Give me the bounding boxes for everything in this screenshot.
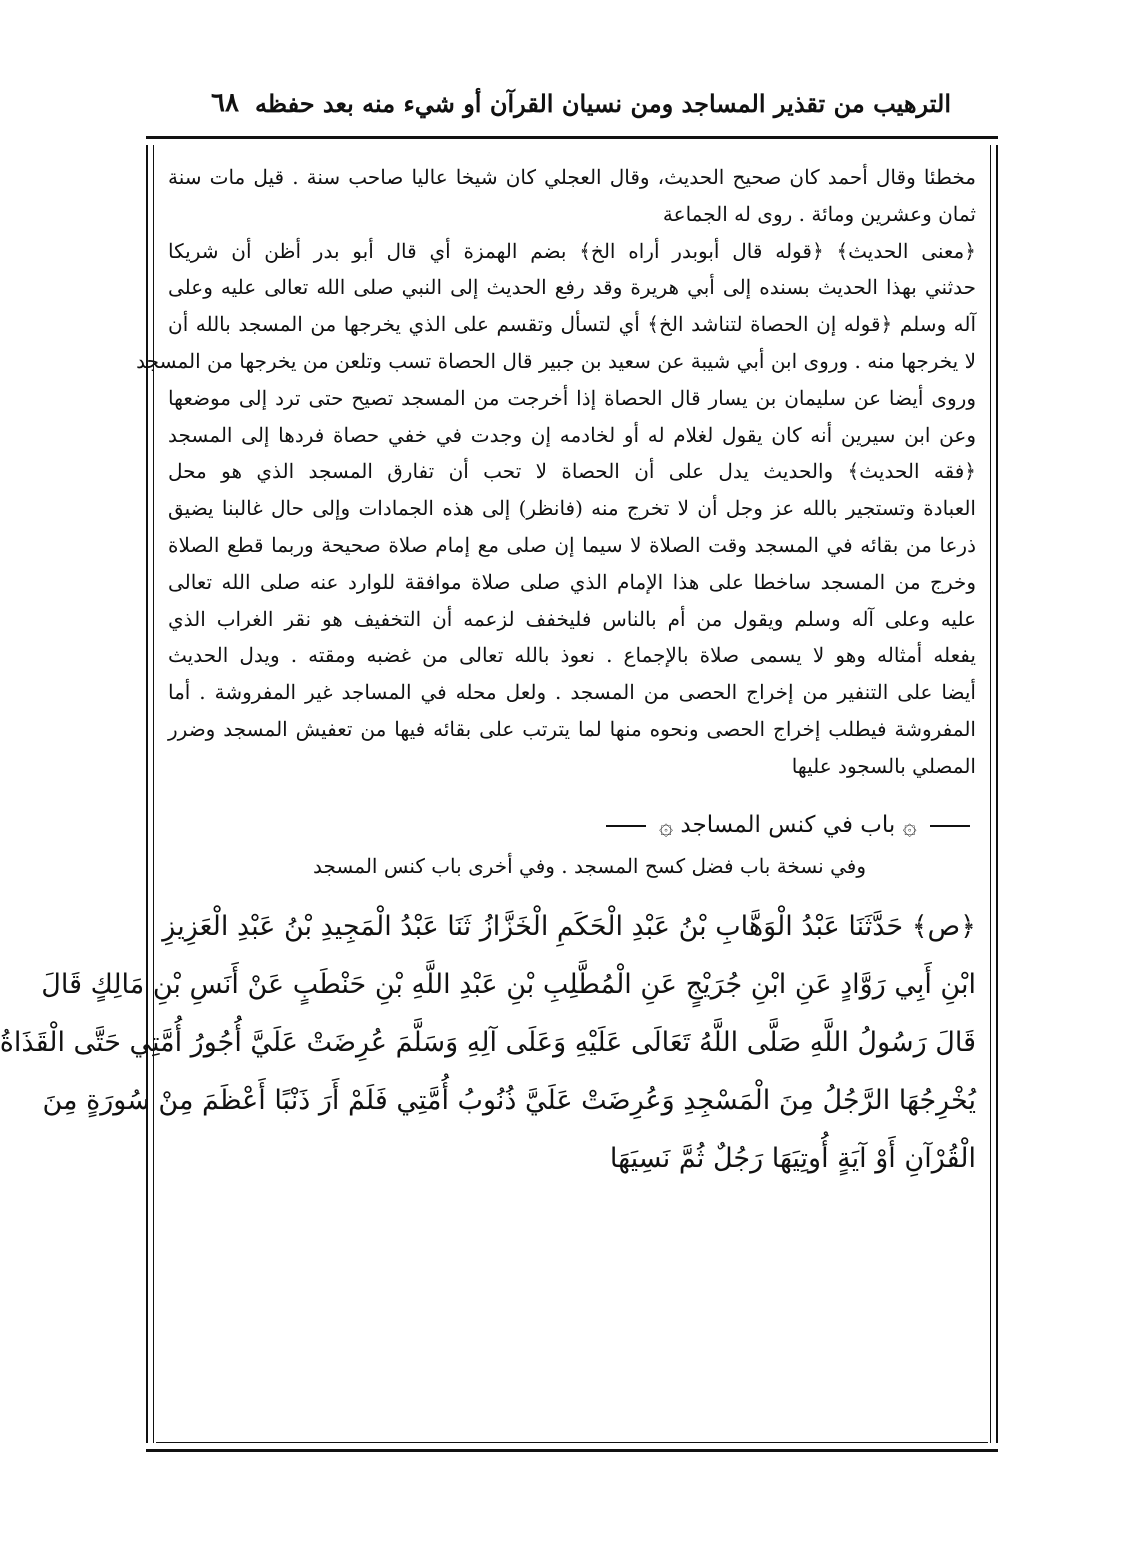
ornament-icon: ۞ bbox=[902, 811, 917, 840]
commentary-line: العبادة وتستجير بالله عز وجل أن لا تخرج منه (فانظر) إلى هذه الجمادات وإلى حال غالبنا يضيق bbox=[168, 496, 976, 521]
commentary-line: ذرعا من بقائه في المسجد وقت الصلاة لا سيما إن صلى مع إمام صلاة صحيحة وربما قطع الصلاة bbox=[168, 532, 976, 557]
hadith-line: ابْنِ أَبِي رَوَّادٍ عَنِ ابْنِ جُرَيْجٍ عَنِ الْمُطَّلِبِ بْنِ عَبْدِ اللَّهِ بْنِ حَنْطَبٍ عَنْ أَنَسِ بْنِ مَالِكٍ قَالَ bbox=[41, 968, 976, 1000]
commentary-line: المصلي بالسجود عليها bbox=[791, 753, 976, 778]
hadith-line: ﴿ص﴾ حَدَّثَنَا عَبْدُ الْوَهَّابِ بْنُ عَبْدِ الْحَكَمِ الْخَزَّازُ ثَنَا عَبْدُ الْمَجِيدِ بْنُ عَبْدِ الْعَزِيزِ bbox=[162, 910, 976, 942]
heading-dash-right bbox=[930, 825, 970, 827]
hadith-line: قَالَ رَسُولُ اللَّهِ صَلَّى اللَّهُ تَعَالَى عَلَيْهِ وَعَلَى آلِهِ وَسَلَّمَ عُرِضَتْ عَلَيَّ أُجُورُ أُمَّتِي حَتَّى الْقَذَاةُ bbox=[0, 1026, 976, 1058]
commentary-line: يفعله أمثاله وهو لا يسمى صلاة بالإجماع . نعوذ بالله تعالى من غضبه ومقته . ويدل الحديث bbox=[168, 643, 976, 668]
page-frame bbox=[0, 136, 998, 1452]
frame-bottom-rule bbox=[156, 1442, 988, 1443]
commentary-line: وروى أيضا عن سليمان بن يسار قال الحصاة إذا أخرجت من المسجد تصيح حتى ترد إلى موضعها bbox=[168, 385, 976, 410]
manuscript-variant-note: وفي نسخة باب فضل كسح المسجد . وفي أخرى باب كنس المسجد bbox=[313, 853, 866, 878]
commentary-line: المفروشة فيطلب إخراج الحصى ونحوه منها لما يترتب على بقائه فيها من تعفيش المسجد وضرر bbox=[168, 716, 976, 741]
heading-dash-left bbox=[606, 825, 646, 827]
chapter-title: باب في كنس المساجد bbox=[680, 811, 896, 838]
page-number: ٦٨ bbox=[211, 88, 239, 118]
commentary-line: أيضا على التنفير من إخراج الحصى من المسجد . ولعل محله في المساجد غير المفروشة . أما bbox=[168, 680, 976, 705]
ornament-icon: ۞ bbox=[659, 811, 674, 840]
commentary-line: حدثني بهذا الحديث بسنده إلى أبي هريرة وقد رفع الحديث إلى النبي صلى الله تعالى عليه وعلى bbox=[168, 275, 976, 300]
hadith-line: الْقُرْآنِ أَوْ آيَةٍ أُوتِيَهَا رَجُلٌ ثُمَّ نَسِيَهَا bbox=[609, 1142, 976, 1174]
commentary-block bbox=[136, 159, 976, 785]
chapter-heading bbox=[168, 803, 976, 848]
page-content bbox=[0, 159, 976, 1188]
hadith-line: يُخْرِجُهَا الرَّجُلُ مِنَ الْمَسْجِدِ وَعُرِضَتْ عَلَيَّ ذُنُوبُ أُمَّتِي فَلَمْ أَرَ ذَنْبًا أَعْظَمَ مِنْ سُورَةٍ مِنَ bbox=[42, 1084, 976, 1116]
commentary-line: آله وسلم ﴿قوله إن الحصاة لتناشد الخ﴾ أي لتسأل وتقسم على الذي يخرجها من المسجد بالله أن bbox=[168, 312, 976, 337]
page-header bbox=[211, 78, 951, 128]
commentary-line: ثمان وعشرين ومائة . روى له الجماعة bbox=[662, 201, 976, 226]
commentary-line: ﴿فقه الحديث﴾ والحديث يدل على أن الحصاة لا تحب أن تفارق المسجد الذي هو محل bbox=[168, 459, 976, 484]
commentary-line: لا يخرجها منه . وروى ابن أبي شيبة عن سعيد بن جبير قال الحصاة تسب وتلعن من يخرجها من المسجد bbox=[136, 348, 976, 373]
hadith-block bbox=[0, 898, 976, 1188]
commentary-line: عليه وعلى آله وسلم ويقول من أم بالناس فليخفف لزعمه أن التخفيف هو نقر الغراب الذي bbox=[168, 606, 976, 631]
commentary-line: ﴿معنى الحديث﴾ ﴿قوله قال أبوبدر أراه الخ﴾ بضم الهمزة أي قال أبو بدر أظن أن شريكا bbox=[168, 238, 976, 263]
running-title: الترهيب من تقذير المساجد ومن نسيان القرآن أو شيء منه بعد حفظه bbox=[255, 88, 951, 118]
commentary-line: وخرج من المسجد ساخطا على هذا الإمام الذي صلى صلاة موافقة للوارد عنه صلى الله تعالى bbox=[168, 569, 976, 594]
commentary-line: وعن ابن سيرين أنه كان يقول لغلام له أو لخادمه إن وجدت في خفي حصاة فردها إلى المسجد bbox=[168, 422, 976, 447]
commentary-line: مخطئا وقال أحمد كان صحيح الحديث، وقال العجلي كان شيخا عاليا صاحب سنة . قيل مات سنة bbox=[168, 165, 976, 189]
